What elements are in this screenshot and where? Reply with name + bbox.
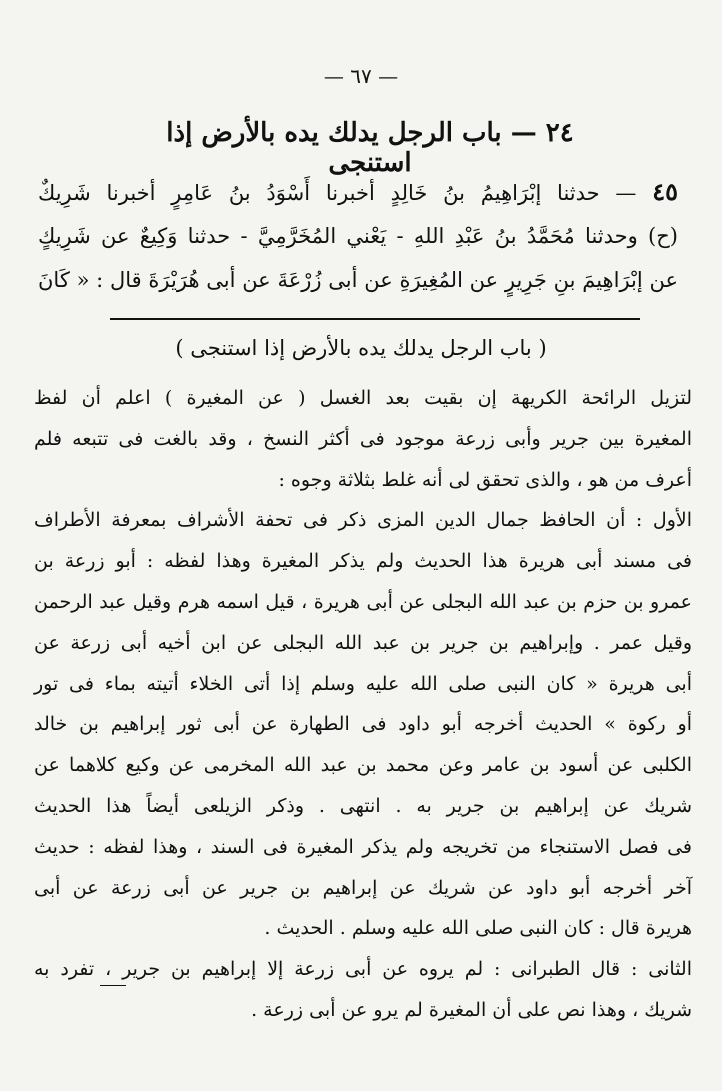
commentary-line: شريك ، وهذا نص على أن المغيرة لم يرو عن أبى زرعة . — [251, 998, 692, 1021]
hadith-line — [38, 170, 678, 214]
hadith-line: (ح) وحدثنا مُحَمَّدُ بنُ عَبْدِ اللهِ - يَعْني المُخَرَّمِيَّ - حدثنا وَكِيعٌ عن شَرِيكٍ — [38, 224, 678, 248]
commentary-line: شريك عن إبراهيم بن جرير به . انتهى . وذكر الزيلعى أيضاً هذا الحديث — [34, 794, 692, 817]
separator-rule — [110, 318, 640, 320]
hadith-line-text: — حدثنا إبْرَاهِيمُ بنُ خَالِدٍ أخبرنا أَسْوَدُ بنُ عَامِرٍ أخبرنا شَرِيكٌ — [38, 181, 637, 205]
commentary-line: أو ركوة » الحديث أخرجه أبو داود فى الطهارة عن أبى ثور إبراهيم بن خالد — [34, 713, 692, 736]
commentary-line: الكلبى عن أسود بن عامر وعن محمد بن عبد الله المخرمى عن وكيع كلاهما عن — [34, 754, 692, 777]
hadith-number: ٤٥ — [652, 177, 678, 206]
commentary-line: لتزيل الرائحة الكريهة إن بقيت بعد الغسل ( عن المغيرة ) اعلم أن لفظ — [34, 387, 692, 409]
margin-dash — [100, 985, 126, 986]
commentary-line: عمرو بن حزم بن عبد الله البجلى عن أبى هريرة ، قيل اسمه هرم وقيل عبد الرحمن — [34, 590, 692, 613]
commentary-line: فى مسند أبى هريرة هذا الحديث ولم يذكر المغيرة وهذا لفظه : أبو زرعة بن — [34, 550, 692, 573]
commentary-line: أبى هريرة « كان النبى صلى الله عليه وسلم إذا أتى الخلاء أتيته بماء فى تور — [34, 672, 692, 695]
hadith-line: عن إبْرَاهِيمَ بنِ جَرِيرٍ عن المُغِيرَةِ عن أبى زُرْعَةَ عن أبى هُرَيْرَةَ قال : « كَانَ — [38, 268, 678, 292]
commentary-line: أعرف من هو ، والذى تحقق لى أنه غلط بثلاثة وجوه : — [278, 468, 692, 491]
chapter-title: ٢٤ — باب الرجل يدلك يده بالأرض إذا استنجى — [166, 118, 574, 178]
page-number: — ٦٧ — — [323, 64, 399, 88]
commentary-line: الثانى : قال الطبرانى : لم يروه عن أبى زرعة إلا إبراهيم بن جرير ، تفرد به — [34, 958, 692, 981]
commentary-line: المغيرة بين جرير وأبى زرعة موجود فى أكثر النسخ ، وقد بالغت فى تتبعه فلم — [34, 427, 692, 450]
commentary-title: ( باب الرجل يدلك يده بالأرض إذا استنجى ) — [175, 336, 547, 360]
commentary-line: آخر أخرجه أبو داود عن شريك عن إبراهيم بن جرير عن أبى زرعة عن أبى — [34, 876, 692, 899]
commentary-line: وقيل عمر . وإبراهيم بن جرير بن عبد الله البجلى عن ابن أخيه أبى زرعة عن — [34, 631, 692, 654]
commentary-line: فى فصل الاستنجاء من تخريجه ولم يذكر المغيرة فى السند ، وهذا لفظه : حديث — [34, 835, 692, 858]
hadith-text — [38, 170, 678, 302]
commentary-line: الأول : أن الحافظ جمال الدين المزى ذكر فى تحفة الأشراف بمعرفة الأطراف — [34, 509, 692, 532]
commentary-text — [34, 378, 692, 1031]
commentary-line: هريرة قال : كان النبى صلى الله عليه وسلم . الحديث . — [264, 917, 692, 940]
